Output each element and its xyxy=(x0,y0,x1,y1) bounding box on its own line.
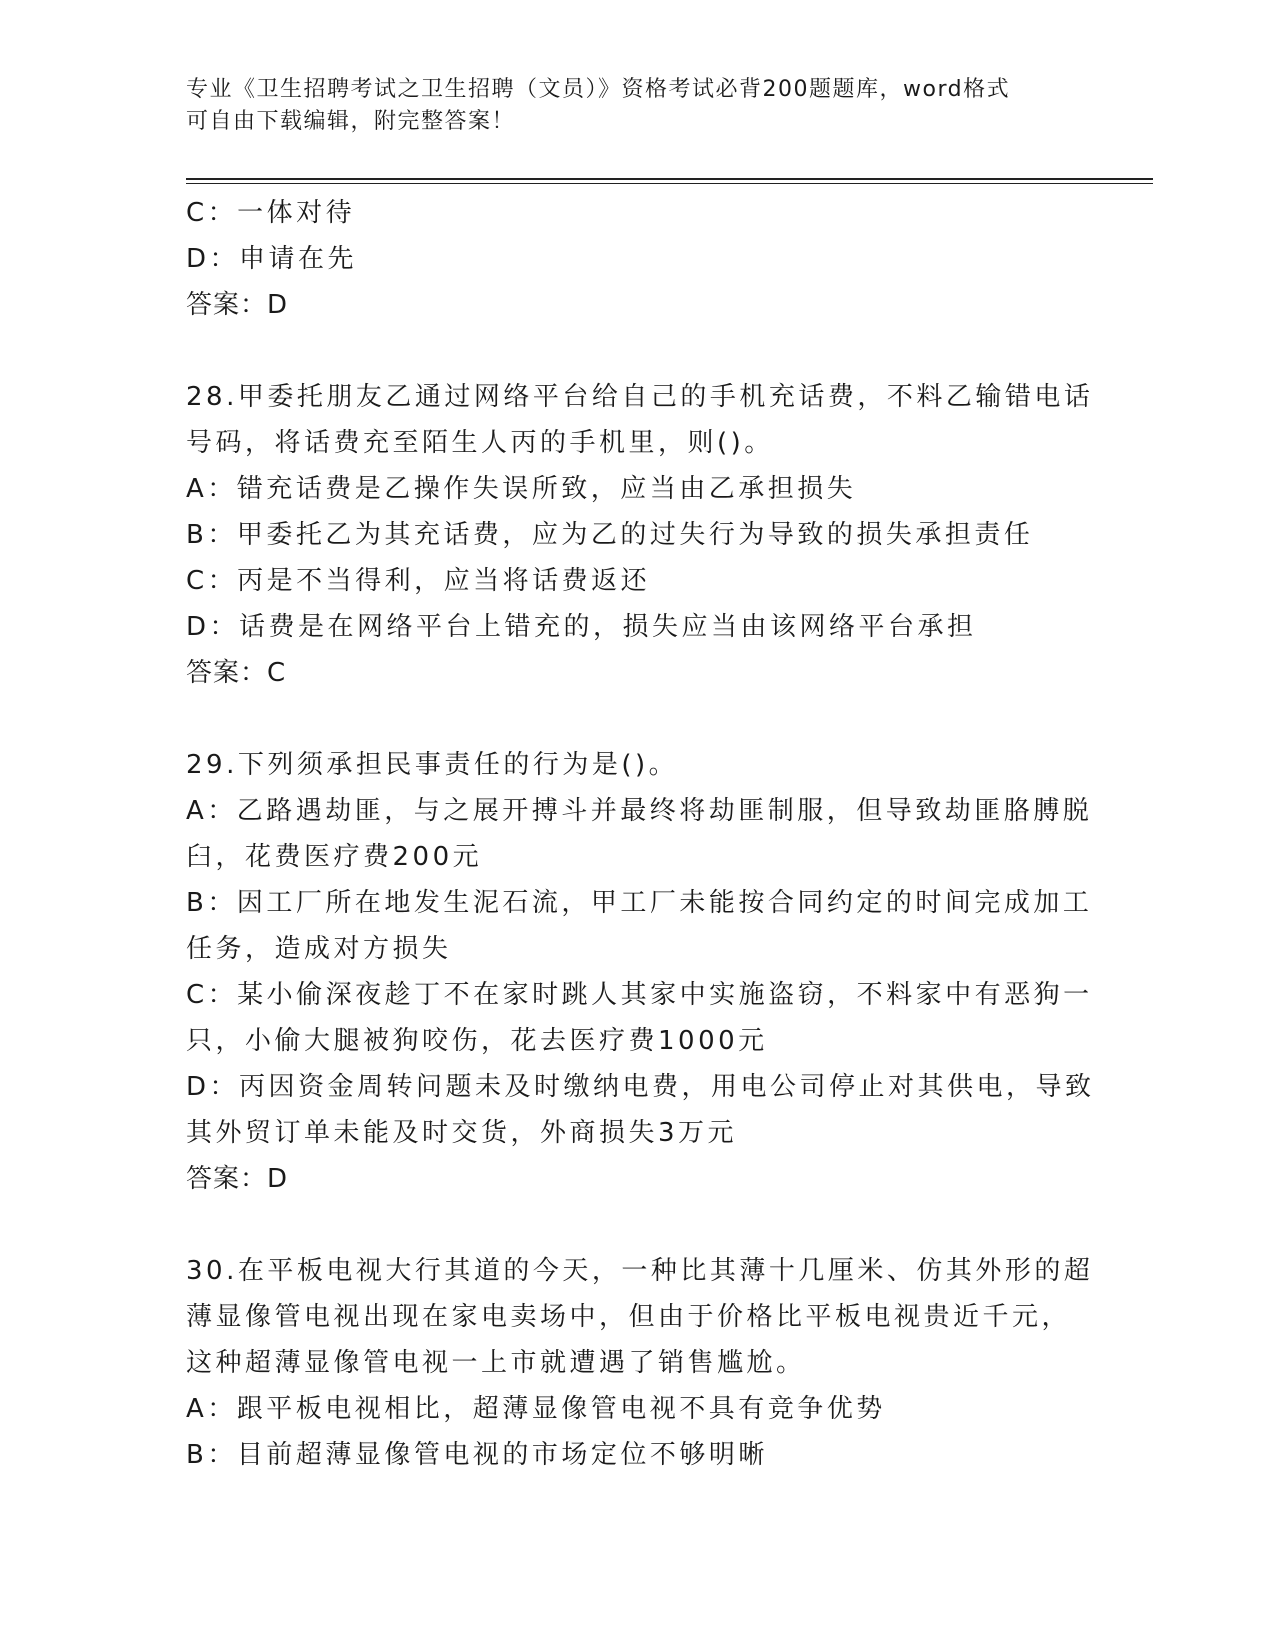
question-27-tail xyxy=(186,190,1086,328)
question-29 xyxy=(186,742,1095,1202)
q29-answer: 答案：D xyxy=(186,1164,289,1194)
q30-stem-line-1: 30.在平板电视大行其道的今天，一种比其薄十几厘米、仿其外形的超 xyxy=(186,1256,1094,1286)
q28-option-b: B：甲委托乙为其充话费，应为乙的过失行为导致的损失承担责任 xyxy=(186,520,1034,550)
q29-option-a-line-2: 臼，花费医疗费200元 xyxy=(186,842,483,872)
q30-option-a: A：跟平板电视相比，超薄显像管电视不具有竞争优势 xyxy=(186,1394,886,1424)
header-title-line-1: 专业《卫生招聘考试之卫生招聘（文员）》资格考试必背200题题库，word格式 xyxy=(186,77,1011,102)
q29-option-d-line-2: 其外贸订单未能及时交货，外商损失3万元 xyxy=(186,1118,738,1148)
document-header xyxy=(186,74,1086,138)
q29-stem: 29.下列须承担民事责任的行为是()。 xyxy=(186,750,679,780)
q28-stem-line-2: 号码，将话费充至陌生人丙的手机里，则()。 xyxy=(186,428,774,458)
question-28 xyxy=(186,374,1094,696)
q27-answer: 答案：D xyxy=(186,290,289,320)
spacer xyxy=(186,696,1086,742)
q29-option-a-line-1: A：乙路遇劫匪，与之展开搏斗并最终将劫匪制服，但导致劫匪胳膊脱 xyxy=(186,796,1093,826)
q30-stem-line-2: 薄显像管电视出现在家电卖场中，但由于价格比平板电视贵近千元， xyxy=(186,1302,1072,1332)
question-30 xyxy=(186,1248,1094,1478)
q28-stem-line-1: 28.甲委托朋友乙通过网络平台给自己的手机充话费，不料乙输错电话 xyxy=(186,382,1094,412)
header-title-line-2: 可自由下载编辑，附完整答案！ xyxy=(186,109,516,134)
q28-option-a: A：错充话费是乙操作失误所致，应当由乙承担损失 xyxy=(186,474,857,504)
q28-answer: 答案：C xyxy=(186,658,287,688)
header-divider-thin xyxy=(186,183,1153,184)
q28-option-d: D：话费是在网络平台上错充的，损失应当由该网络平台承担 xyxy=(186,612,977,642)
q27-option-c: C：一体对待 xyxy=(186,198,356,228)
document-body xyxy=(186,190,1095,1478)
q30-stem-line-3: 这种超薄显像管电视一上市就遭遇了销售尴尬。 xyxy=(186,1348,806,1378)
q28-option-c: C：丙是不当得利，应当将话费返还 xyxy=(186,566,651,596)
spacer xyxy=(186,328,1086,374)
q30-option-b: B：目前超薄显像管电视的市场定位不够明晰 xyxy=(186,1440,768,1470)
q29-option-b-line-2: 任务，造成对方损失 xyxy=(186,934,452,964)
header-divider-thick xyxy=(186,178,1153,180)
spacer xyxy=(186,1202,1086,1248)
q29-option-c-line-2: 只，小偷大腿被狗咬伤，花去医疗费1000元 xyxy=(186,1026,768,1056)
q29-option-d-line-1: D：丙因资金周转问题未及时缴纳电费，用电公司停止对其供电，导致 xyxy=(186,1072,1095,1102)
q29-option-b-line-1: B：因工厂所在地发生泥石流，甲工厂未能按合同约定的时间完成加工 xyxy=(186,888,1093,918)
q27-option-d: D：申请在先 xyxy=(186,244,358,274)
q29-option-c-line-1: C：某小偷深夜趁丁不在家时跳人其家中实施盗窃，不料家中有恶狗一 xyxy=(186,980,1093,1010)
